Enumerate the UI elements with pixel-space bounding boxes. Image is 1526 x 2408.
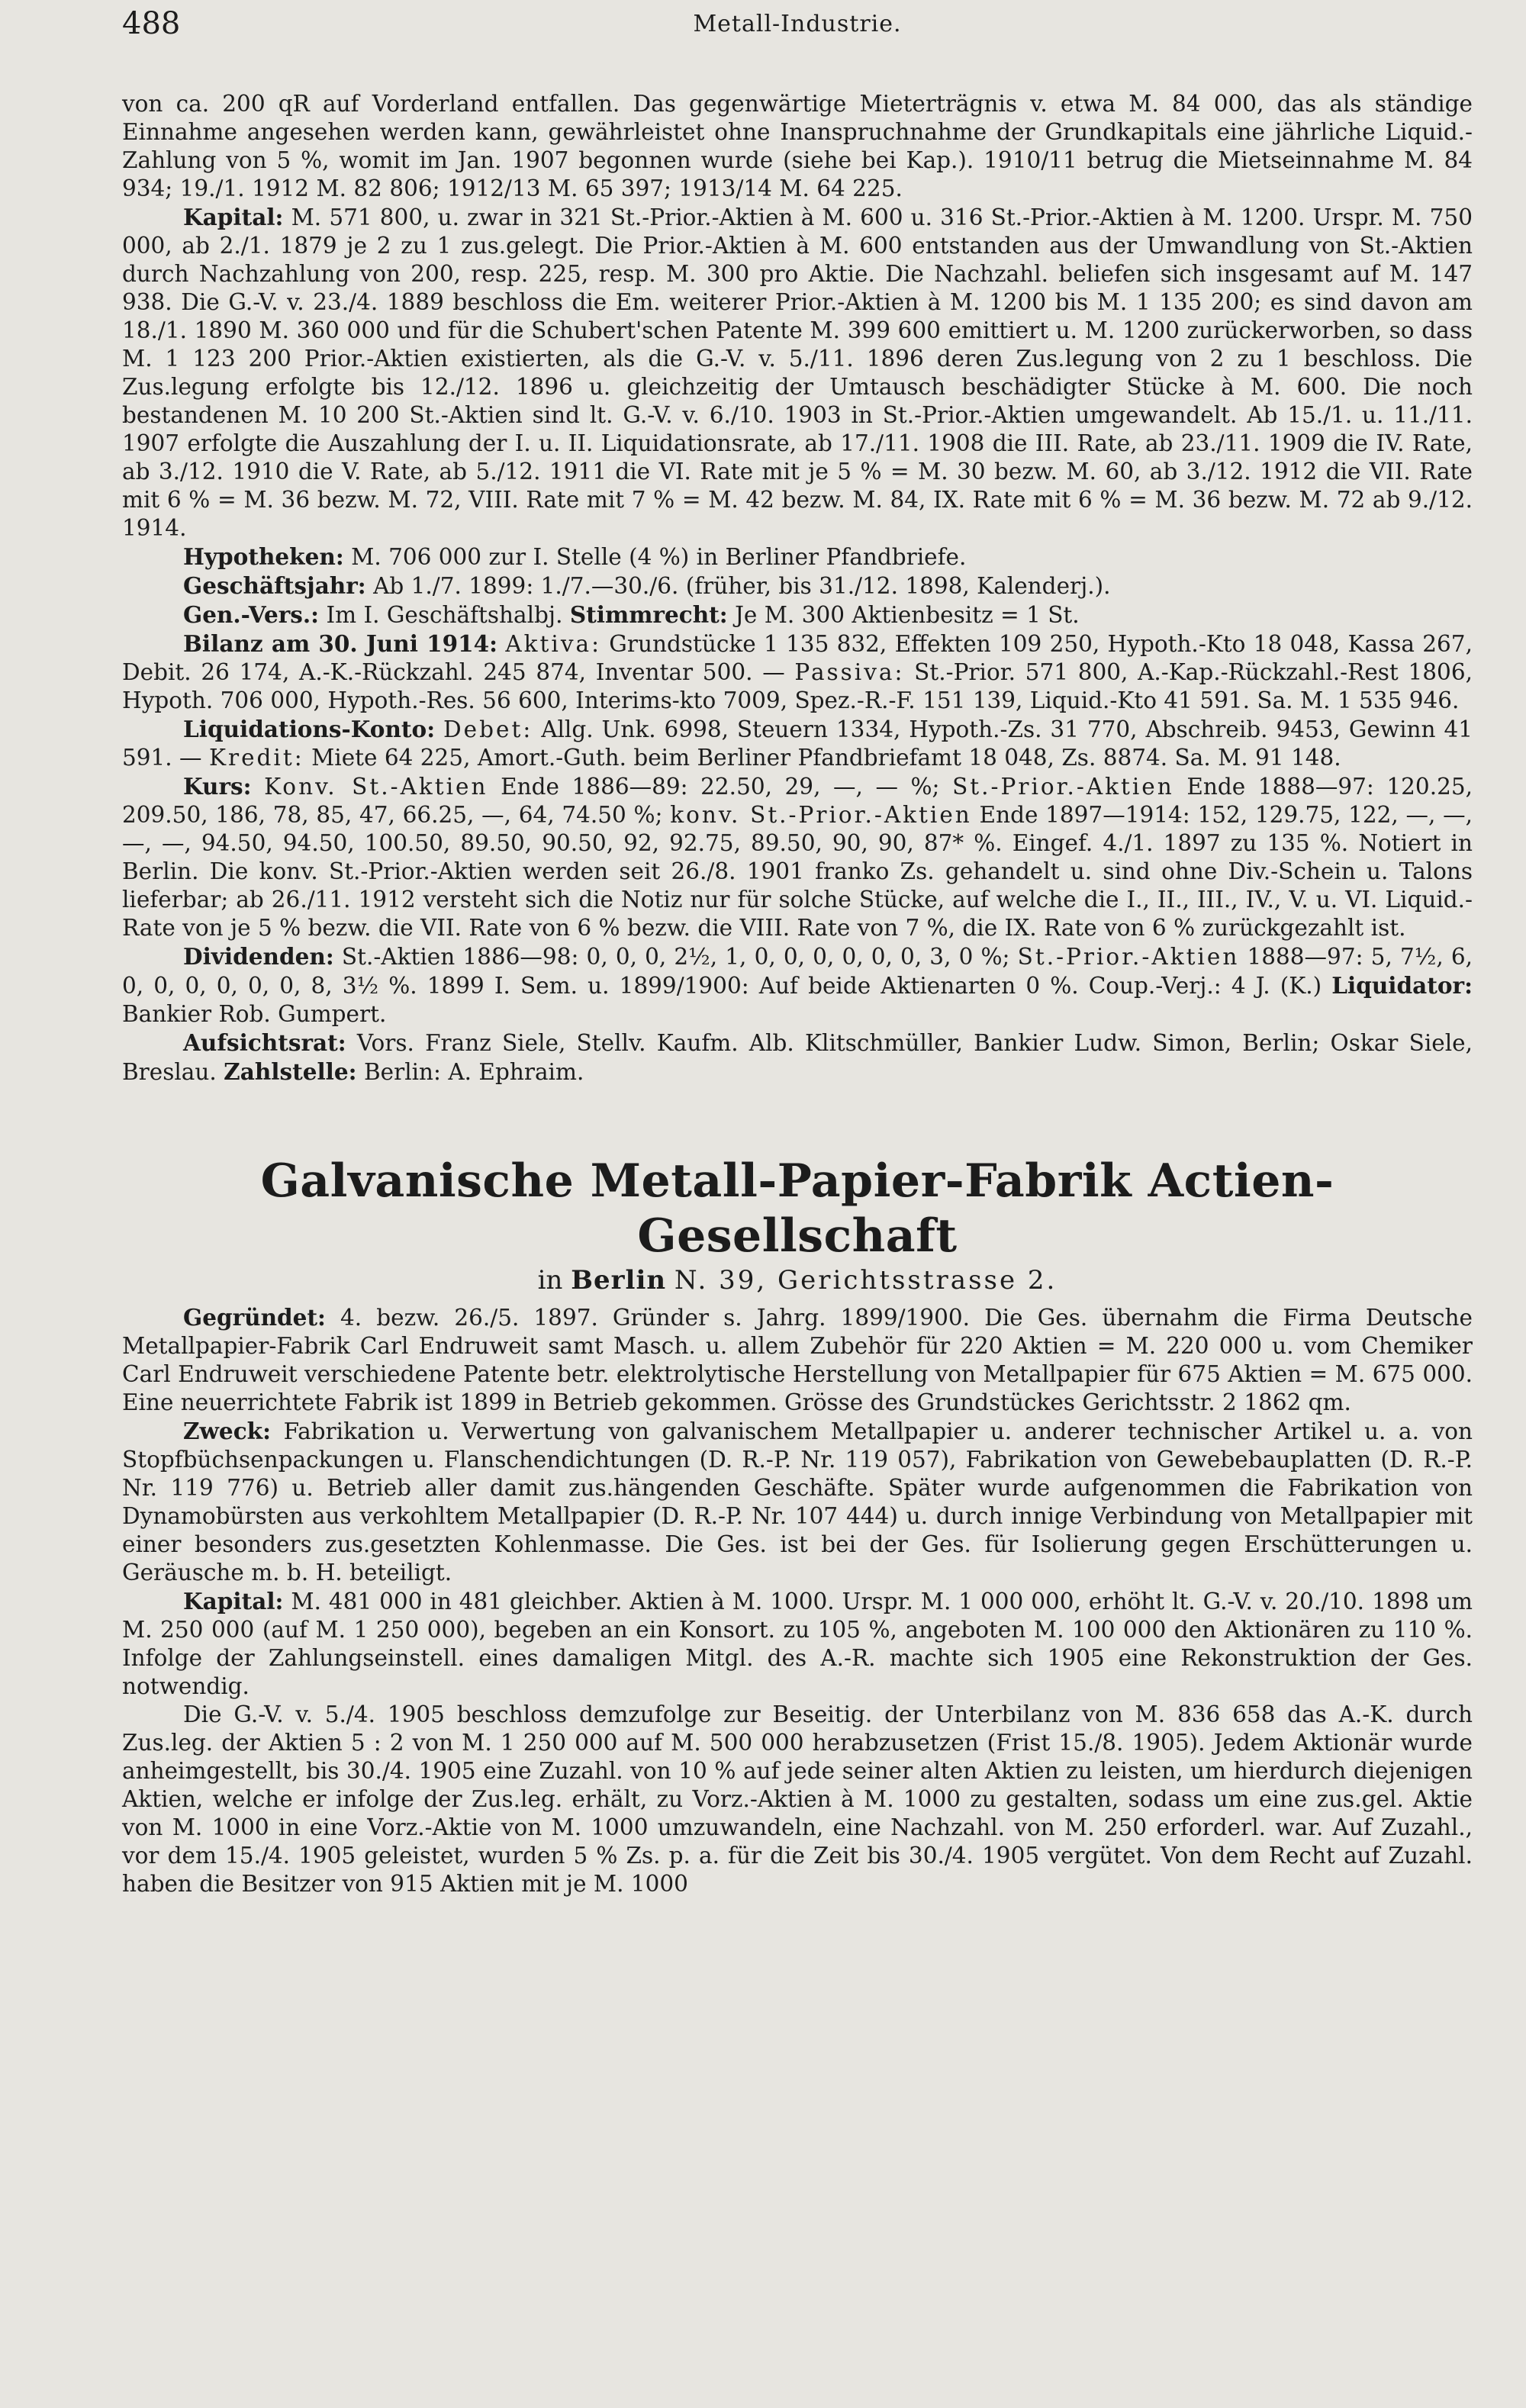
zweck-paragraph: Zweck: Fabrikation u. Verwertung von galvanischem Metallpapier u. anderer technischer Artikel u. a. von Stopfbüchsenpackungen u. Flanschendichtungen (D. R.-P. Nr. 119 057), Fabrikation von Gewebebauplatten (D. R.-P. Nr. 119 776) u. Betrieb aller damit zus.hängenden Geschäfte. Später wurde aufgenommen die Fabrikation von Dynamobürsten aus verkohltem Metallpapier (D. R.-P. Nr. 107 444) u. durch innige Verbindung von Metallpapier mit einer besonders zus.gesetzten Kohlenmasse. Die Ges. ist bei der Ges. für Isolierung gegen Erschütterungen u. Geräusche m. b. H. beteiligt. bbox=[122, 1418, 1473, 1585]
section-continued-entry bbox=[122, 90, 1473, 1086]
dividenden-paragraph: Dividenden: St.-Aktien 1886—98: 0, 0, 0, 2½, 1, 0, 0, 0, 0, 0, 0, 3, 0 %; St.-Prior.-Aktien 1888—97: 5, 7½, 6, 0, 0, 0, 0, 0, 0, 8, 3½ %. 1899 I. Sem. u. 1899/1900: Auf beide Aktienarten 0 %. Coup.-Verj.: 4 J. (K.) Liquidator: Bankier Rob. Gumpert. bbox=[122, 943, 1473, 1027]
kapital-paragraph bbox=[122, 203, 1473, 542]
hypotheken-paragraph: Hypotheken: M. 706 000 zur I. Stelle (4 %) in Berliner Pfandbriefe. bbox=[183, 543, 967, 570]
gen-vers-paragraph: Gen.-Vers.: Im I. Geschäftshalbj. Stimmrecht: Je M. 300 Aktienbesitz = 1 St. bbox=[183, 601, 1080, 628]
company-address: in Berlin N. 39, Gerichtsstrasse 2. bbox=[537, 1265, 1058, 1296]
geschaeftsjahr-paragraph: Geschäftsjahr: Ab 1./7. 1899: 1./7.—30./6. (früher, bis 31./12. 1898, Kalenderj.). bbox=[183, 572, 1111, 599]
page-header bbox=[122, 0, 1473, 90]
aufsichtsrat-paragraph: Aufsichtsrat: Vors. Franz Siele, Stellv. Kaufm. Alb. Klitschmüller, Bankier Ludw. Simon, Berlin; Oskar Siele, Breslau. Zahlstelle: Berlin: A. Ephraim. bbox=[122, 1029, 1473, 1085]
bilanz-paragraph: Bilanz am 30. Juni 1914: Aktiva: Grundstücke 1 135 832, Effekten 109 250, Hypoth.-Kto 18 048, Kassa 267, Debit. 26 174, A.-K.-Rückzahl. 245 874, Inventar 500. — Passiva: St.-Prior. 571 800, A.-Kap.-Rückzahl.-Rest 1806, Hypoth. 706 000, Hypoth.-Res. 56 600, Interims-kto 7009, Spez.-R.-F. 151 139, Liquid.-Kto 41 591. Sa. M. 1 535 946. bbox=[122, 630, 1473, 713]
running-head: Metall-Industrie. bbox=[693, 11, 902, 37]
intro-paragraph: von ca. 200 qR auf Vorderland entfallen. Das gegenwärtige Mieterträgnis v. etwa M. 84 000, das als ständige Einnahme angesehen werden kann, gewährleistet ohne Inanspruchnahme der Grundkapitals eine jährliche Liquid.-Zahlung von 5 %, womit im Jan. 1907 begonnen wurde (siehe bei Kap.). 1910/11 betrug die Mietseinnahme M. 84 934; 19./1. 1912 M. 82 806; 1912/13 M. 65 397; 1913/14 M. 64 225. bbox=[122, 91, 1473, 201]
kapital-label: Kapital: bbox=[183, 204, 284, 230]
kapital2-paragraph: Kapital: M. 481 000 in 481 gleichber. Aktien à M. 1000. Urspr. M. 1 000 000, erhöht lt. G.-V. v. 20./10. 1898 um M. 250 000 (auf M. 1 250 000), begeben an ein Konsort. zu 105 %, angeboten M. 100 000 den Aktionären zu 110 %. Infolge der Zahlungseinstell. eines damaligen Mitgl. des A.-R. machte sich 1905 eine Rekonstruktion der Ges. notwendig. bbox=[122, 1588, 1473, 1699]
company-title: Galvanische Metall-Papier-Fabrik Actien-Gesellschaft bbox=[260, 1154, 1334, 1263]
company-city: Berlin bbox=[571, 1265, 667, 1296]
rekonstruktion-paragraph: Die G.-V. v. 5./4. 1905 beschloss demzufolge zur Beseitig. der Unterbilanz von M. 836 658 das A.-K. durch Zus.leg. der Aktien 5 : 2 von M. 1 250 000 auf M. 500 000 herabzusetzen (Frist 15./8. 1905). Jedem Aktionär wurde anheimgestellt, bis 30./4. 1905 eine Zuzahl. von 10 % auf jede seiner alten Aktien zu leisten, um hierdurch diejenigen Aktien, welche er infolge der Zus.leg. erhält, zu Vorz.-Aktien à M. 1000 zu gestalten, sodass um eine zus.gel. Aktie von M. 1000 in eine Vorz.-Aktie von M. 1000 umzuwandeln, eine Nachzahl. von M. 250 erforderl. war. Auf Zuzahl., vor dem 15./4. 1905 geleistet, wurden 5 % Zs. p. a. für die Zeit bis 30./4. 1905 vergütet. Von dem Recht auf Zuzahl. haben die Besitzer von 915 Aktien mit je M. 1000 bbox=[122, 1701, 1473, 1897]
page-number: 488 bbox=[122, 6, 181, 41]
section-company-entry bbox=[122, 1303, 1473, 1898]
liquidations-konto-paragraph: Liquidations-Konto: Debet: Allg. Unk. 6998, Steuern 1334, Hypoth.-Zs. 31 770, Abschreib. 9453, Gewinn 41 591. — Kredit: Miete 64 225, Amort.-Guth. beim Berliner Pfandbriefamt 18 048, Zs. 8874. Sa. M. 91 148. bbox=[122, 716, 1473, 771]
kapital-text: M. 571 800, u. zwar in 321 St.-Prior.-Aktien à M. 600 u. 316 St.-Prior.-Aktien à M. 1200. Urspr. M. 750 000, ab 2./1. 1879 je 2 zu 1 zus.gelegt. Die Prior.-Aktien à M. 600 entstanden aus der Umwandlung von St.-Aktien durch Nachzahlung von 200, resp. 225, resp. M. 300 pro Aktie. Die Nachzahl. beliefen sich insgesamt auf M. 147 938. Die G.-V. v. 23./4. 1889 beschloss die Em. weiterer Prior.-Aktien à M. 1200 bis M. 1 135 200; es sind davon am 18./1. 1890 M. 360 000 und für die Schubert'schen Patente M. 399 600 emittiert u. M. 1200 zurückerworben, so dass M. 1 123 200 Prior.-Aktien existierten, als die G.-V. v. 5./11. 1896 deren Zus.legung von 2 zu 1 beschloss. Die Zus.legung erfolgte bis 12./12. 1896 u. gleichzeitig der Umtausch beschädigter Stücke à M. 600. Die noch bestandenen M. 10 200 St.-Aktien sind lt. G.-V. v. 6./10. 1903 in St.-Prior.-Aktien umgewandelt. Ab 15./1. u. 11./11. 1907 erfolgte die Auszahlung der I. u. II. Liquidationsrate, ab 17./11. 1908 die III. Rate, ab 23./11. 1909 die IV. Rate, ab 3./12. 1910 die V. Rate, ab 5./12. 1911 die VI. Rate mit je 5 % = M. 30 bezw. M. 60, ab 3./12. 1912 die VII. Rate mit 6 % = M. 36 bezw. M. 72, VIII. Rate mit 7 % = M. 42 bezw. M. 84, IX. Rate mit 6 % = M. 36 bezw. M. 72 ab 9./12. 1914. bbox=[122, 204, 1473, 541]
gegruendet-paragraph: Gegründet: 4. bezw. 26./5. 1897. Gründer s. Jahrg. 1899/1900. Die Ges. übernahm die Firma Deutsche Metallpapier-Fabrik Carl Endruweit samt Masch. u. allem Zubehör für 220 Aktien = M. 220 000 u. vom Chemiker Carl Endruweit verschiedene Patente betr. elektrolytische Herstellung von Metallpapier für 675 Aktien = M. 675 000. Eine neuerrichtete Fabrik ist 1899 in Betrieb gekommen. Grösse des Grundstückes Gerichtsstr. 2 1862 qm. bbox=[122, 1304, 1473, 1415]
kurs-paragraph: Kurs: Konv. St.-Aktien Ende 1886—89: 22.50, 29, —, — %; St.-Prior.-Aktien Ende 1888—97: 120.25, 209.50, 186, 78, 85, 47, 66.25, —, 64, 74.50 %; konv. St.-Prior.-Aktien Ende 1897—1914: 152, 129.75, 122, —, —, —, —, 94.50, 94.50, 100.50, 89.50, 90.50, 92, 92.75, 89.50, 90, 90, 87* %. Eingef. 4./1. 1897 zu 135 %. Notiert in Berlin. Die konv. St.-Prior.-Aktien werden seit 26./8. 1901 franko Zs. gehandelt u. sind ohne Div.-Schein u. Talons lieferbar; ab 26./11. 1912 versteht sich die Notiz nur für solche Stücke, auf welche die I., II., III., IV., V. u. VI. Liquid.-Rate von je 5 % bezw. die VII. Rate von 6 % bezw. die VIII. Rate von 7 %, die IX. Rate von 6 % zurückgezahlt ist. bbox=[122, 773, 1473, 941]
